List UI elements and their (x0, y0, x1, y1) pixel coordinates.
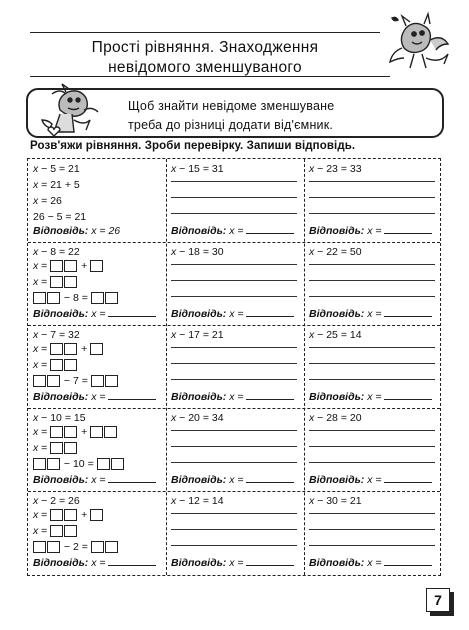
answer-box[interactable] (111, 458, 124, 470)
writing-line[interactable] (309, 280, 435, 281)
answer-box[interactable] (64, 359, 77, 371)
answer-box[interactable] (105, 541, 118, 553)
equation-line: x = (33, 442, 78, 454)
exercise-cell (171, 242, 301, 325)
writing-line[interactable] (309, 529, 435, 530)
exercise-cell (33, 242, 163, 325)
answer-label: Відповідь: (33, 557, 89, 569)
title-line-2: невідомого зменшуваного (108, 59, 302, 76)
answer-box[interactable] (90, 260, 103, 272)
equation-line: x = (33, 359, 78, 371)
writing-line[interactable] (171, 264, 297, 265)
answer-box[interactable] (90, 509, 103, 521)
answer-box[interactable] (97, 458, 110, 470)
answer-value: x = (91, 308, 106, 320)
answer-box[interactable] (64, 525, 77, 537)
title-line-1: Прості рівняння. Знаходження (91, 39, 319, 56)
answer-value: x = (229, 474, 244, 486)
exercise-cell (309, 242, 439, 325)
writing-line[interactable] (309, 296, 435, 297)
equation-line: 26 − 5 = 21 (33, 211, 87, 223)
answer-blank[interactable] (384, 225, 432, 234)
writing-line[interactable] (171, 197, 297, 198)
answer-line (33, 557, 156, 569)
equation-line: x − 8 = 22 (33, 246, 80, 258)
answer-box[interactable] (50, 260, 63, 272)
exercise-cell (171, 325, 301, 408)
exercise-cell (171, 491, 301, 574)
writing-line[interactable] (309, 446, 435, 447)
writing-line[interactable] (171, 296, 297, 297)
equation-line: x = + (33, 509, 104, 521)
equation-line: x − 25 = 14 (309, 329, 362, 341)
answer-line (33, 391, 156, 403)
writing-line[interactable] (171, 446, 297, 447)
exercise-cell (309, 491, 439, 574)
title-bottom-rule (30, 76, 390, 77)
answer-value: x = (367, 557, 382, 569)
answer-label: Відповідь: (171, 225, 227, 237)
answer-box[interactable] (50, 426, 63, 438)
equation-line: x − 22 = 50 (309, 246, 362, 258)
writing-line[interactable] (171, 545, 297, 546)
writing-line[interactable] (309, 513, 435, 514)
answer-blank[interactable] (108, 391, 156, 400)
answer-value: x = (91, 474, 106, 486)
writing-line[interactable] (309, 363, 435, 364)
writing-line[interactable] (171, 213, 297, 214)
equation-line: x − 30 = 21 (309, 495, 362, 507)
answer-label: Відповідь: (171, 391, 227, 403)
exercise-cell (171, 408, 301, 491)
answer-box[interactable] (64, 276, 77, 288)
answer-label: Відповідь: (33, 308, 89, 320)
equation-line: x − 23 = 33 (309, 163, 362, 175)
writing-line[interactable] (309, 430, 435, 431)
answer-box[interactable] (105, 292, 118, 304)
exercise-cell (171, 159, 301, 242)
answer-box[interactable] (47, 375, 60, 387)
answer-label: Відповідь: (33, 225, 89, 237)
equation-line: x = + (33, 426, 118, 438)
answer-blank[interactable] (246, 308, 294, 317)
writing-line[interactable] (309, 379, 435, 380)
writing-line[interactable] (171, 280, 297, 281)
grid-divider (166, 159, 167, 575)
answer-box[interactable] (33, 458, 46, 470)
equation-line: x = (33, 525, 78, 537)
writing-line[interactable] (171, 529, 297, 530)
answer-line (171, 391, 294, 403)
answer-line (171, 557, 294, 569)
equation-line: x − 15 = 31 (171, 163, 224, 175)
exercise-cell (33, 491, 163, 574)
writing-line[interactable] (309, 462, 435, 463)
equation-line: x − 12 = 14 (171, 495, 224, 507)
writing-line[interactable] (171, 363, 297, 364)
answer-line (309, 474, 432, 486)
writing-line[interactable] (171, 379, 297, 380)
answer-box[interactable] (50, 276, 63, 288)
answer-line (171, 474, 294, 486)
answer-box[interactable] (50, 525, 63, 537)
instruction: Розв'яжи рівняння. Зроби перевірку. Запиши відповідь. (30, 140, 356, 152)
writing-line[interactable] (309, 181, 435, 182)
equation-line: x = + (33, 260, 104, 272)
answer-value: x = (229, 225, 244, 237)
answer-line (33, 225, 120, 237)
answer-label: Відповідь: (33, 474, 89, 486)
answer-box[interactable] (91, 375, 104, 387)
equation-line: x − 28 = 20 (309, 412, 362, 424)
answer-value: x = (367, 391, 382, 403)
dragon-mascot-icon (384, 8, 456, 80)
equation-line: x = (33, 276, 78, 288)
rule-text (128, 97, 334, 135)
equation-line: x = 26 (33, 195, 62, 207)
answer-value: x = (229, 557, 244, 569)
answer-value: x = (229, 308, 244, 320)
answer-label: Відповідь: (171, 557, 227, 569)
answer-label: Відповідь: (309, 308, 365, 320)
exercise-cell (33, 325, 163, 408)
answer-box[interactable] (91, 541, 104, 553)
answer-box[interactable] (50, 442, 63, 454)
writing-line[interactable] (309, 264, 435, 265)
exercise-cell (309, 159, 439, 242)
answer-box[interactable] (64, 442, 77, 454)
exercise-grid (27, 158, 441, 576)
answer-box[interactable] (64, 509, 77, 521)
answer-value: x = (229, 391, 244, 403)
answer-value: x = (367, 474, 382, 486)
answer-value: x = (367, 225, 382, 237)
dragon-with-book-icon (38, 80, 116, 144)
equation-line: x − 7 = 32 (33, 329, 80, 341)
equation-line: − 7 = (33, 375, 119, 387)
answer-blank[interactable] (384, 557, 432, 566)
answer-box[interactable] (47, 292, 60, 304)
exercise-cell (309, 408, 439, 491)
answer-value: x = (91, 557, 106, 569)
answer-box[interactable] (33, 541, 46, 553)
answer-blank[interactable] (108, 308, 156, 317)
answer-label: Відповідь: (309, 474, 365, 486)
equation-line: x − 17 = 21 (171, 329, 224, 341)
writing-line[interactable] (171, 513, 297, 514)
equation-line: x = 21 + 5 (33, 179, 80, 191)
answer-blank[interactable] (108, 557, 156, 566)
answer-line (171, 225, 294, 237)
exercise-cell (33, 408, 163, 491)
answer-box[interactable] (47, 458, 60, 470)
grid-divider (304, 159, 305, 575)
exercise-cell (309, 325, 439, 408)
equation-line: − 10 = (33, 458, 125, 470)
page-number: 7 (426, 588, 450, 612)
equation-line: − 8 = (33, 292, 119, 304)
answer-box[interactable] (64, 260, 77, 272)
answer-blank[interactable] (384, 391, 432, 400)
answer-label: Відповідь: (171, 474, 227, 486)
answer-box[interactable] (50, 509, 63, 521)
answer-box[interactable] (64, 343, 77, 355)
answer-box[interactable] (105, 375, 118, 387)
writing-line[interactable] (309, 545, 435, 546)
answer-box[interactable] (90, 343, 103, 355)
answer-box[interactable] (50, 343, 63, 355)
answer-line (309, 391, 432, 403)
answer-label: Відповідь: (33, 391, 89, 403)
answer-label: Відповідь: (309, 225, 365, 237)
equation-line: x − 2 = 26 (33, 495, 80, 507)
answer-blank[interactable] (246, 225, 294, 234)
writing-line[interactable] (171, 430, 297, 431)
answer-box[interactable] (91, 292, 104, 304)
answer-blank[interactable] (246, 557, 294, 566)
answer-line (33, 474, 156, 486)
answer-box[interactable] (90, 426, 103, 438)
answer-blank[interactable] (108, 474, 156, 483)
answer-label: Відповідь: (171, 308, 227, 320)
answer-label: Відповідь: (309, 391, 365, 403)
rule-line-2: треба до різниці додати від'ємник. (128, 118, 334, 132)
writing-line[interactable] (309, 197, 435, 198)
answer-box[interactable] (104, 426, 117, 438)
equation-line: x − 20 = 34 (171, 412, 224, 424)
writing-line[interactable] (171, 347, 297, 348)
page-title (60, 38, 350, 78)
writing-line[interactable] (171, 181, 297, 182)
answer-line (171, 308, 294, 320)
equation-line: x = + (33, 343, 104, 355)
answer-value: x = (91, 391, 106, 403)
answer-blank[interactable] (246, 391, 294, 400)
answer-box[interactable] (47, 541, 60, 553)
answer-line (33, 308, 156, 320)
writing-line[interactable] (309, 347, 435, 348)
writing-line[interactable] (171, 462, 297, 463)
answer-blank[interactable] (384, 308, 432, 317)
answer-line (309, 225, 432, 237)
equation-line: x − 5 = 21 (33, 163, 80, 175)
answer-value: x = 26 (91, 225, 121, 237)
answer-box[interactable] (64, 426, 77, 438)
exercise-cell (33, 159, 163, 242)
answer-line (309, 308, 432, 320)
answer-value: x = (367, 308, 382, 320)
answer-box[interactable] (33, 375, 46, 387)
equation-line: x − 18 = 30 (171, 246, 224, 258)
writing-line[interactable] (309, 213, 435, 214)
answer-blank[interactable] (246, 474, 294, 483)
answer-line (309, 557, 432, 569)
answer-box[interactable] (50, 359, 63, 371)
answer-label: Відповідь: (309, 557, 365, 569)
answer-blank[interactable] (384, 474, 432, 483)
title-top-rule (30, 32, 380, 33)
answer-box[interactable] (33, 292, 46, 304)
rule-line-1: Щоб знайти невідоме зменшуване (128, 99, 335, 113)
equation-line: − 2 = (33, 541, 119, 553)
equation-line: x − 10 = 15 (33, 412, 86, 424)
